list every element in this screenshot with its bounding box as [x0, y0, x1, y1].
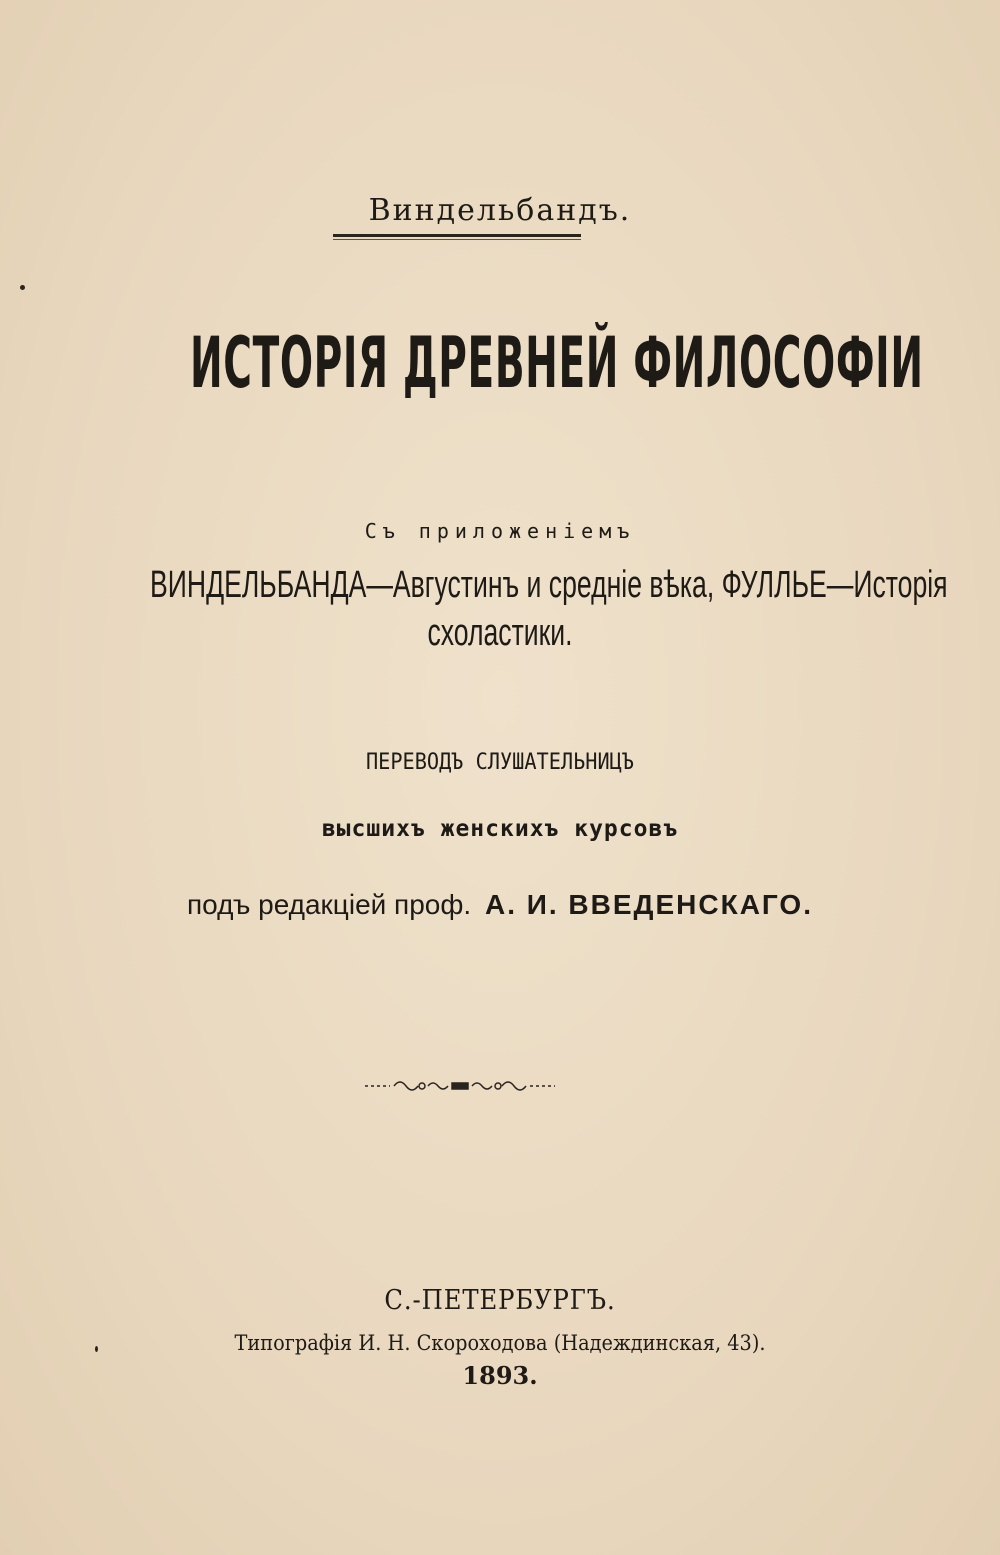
imprint-press: Типографія И. Н. Скороходова (Надеждинская, 43).: [234, 1331, 766, 1355]
author-underline: [333, 234, 581, 237]
appendix-line-2: схоластики.: [427, 612, 573, 654]
author-underline-thin: [333, 239, 581, 240]
appendix-line-1: ВИНДЕЛЬБАНДА—Августинъ и средніе вѣка, ФУЛЛЬЕ—Исторія: [150, 564, 948, 606]
paper-speck: [95, 1346, 98, 1352]
translation-line: ПЕРЕВОДЪ СЛУШАТЕЛЬНИЦЪ: [365, 750, 635, 775]
editor-line: [0, 889, 1000, 921]
appendix-label: Съ приложеніемъ: [364, 519, 636, 543]
ornament-divider-icon: [360, 1074, 560, 1098]
book-title: ИСТОРІЯ ДРЕВНЕЙ ФИЛОСОФІИ: [190, 322, 924, 404]
author-name: Виндельбандъ.: [368, 193, 632, 228]
courses-line: высшихъ женскихъ курсовъ: [321, 816, 679, 842]
imprint-city: С.-ПЕТЕРБУРГЪ.: [384, 1285, 616, 1316]
editor-prefix: подъ редакціей проф.: [187, 889, 472, 920]
imprint-year: 1893.: [462, 1361, 538, 1390]
paper-speck: [20, 285, 25, 290]
editor-name: А. И. ВВЕДЕНСКАГО.: [484, 889, 813, 920]
